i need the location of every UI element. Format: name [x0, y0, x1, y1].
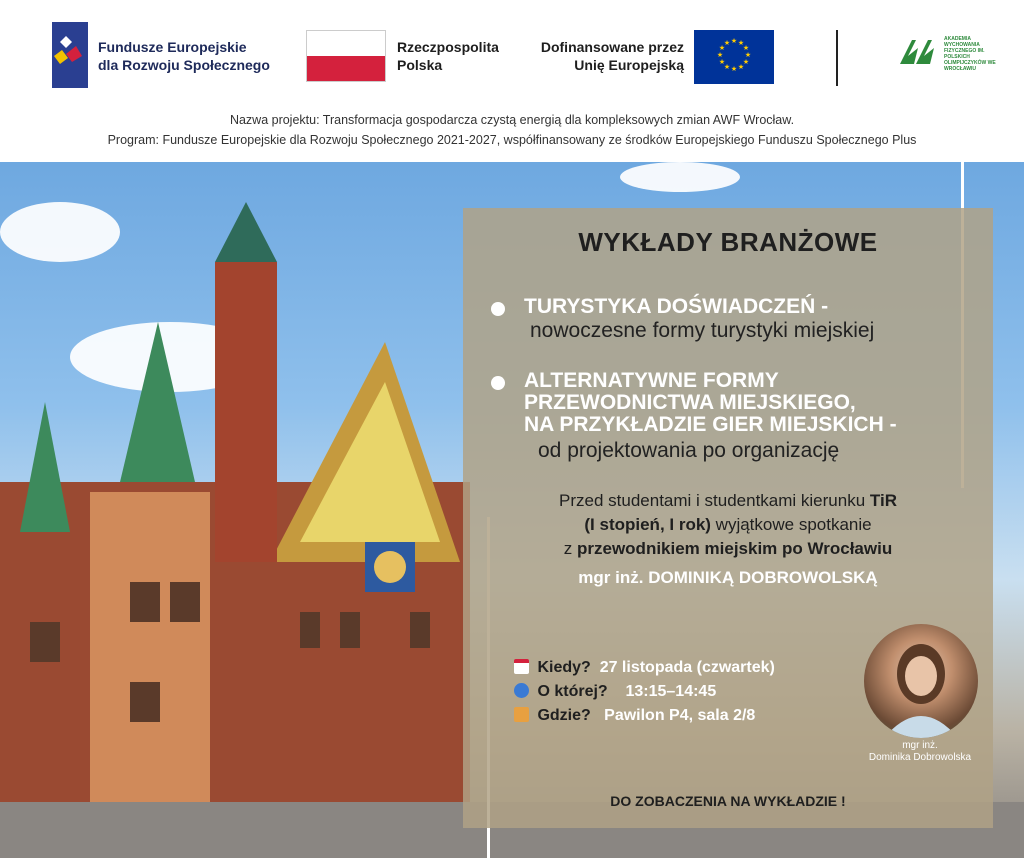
polish-flag	[306, 30, 386, 82]
description-text: Przed studentami i studentkami kierunku	[559, 491, 870, 510]
svg-text:★: ★	[723, 63, 731, 71]
dof-text	[534, 38, 684, 74]
description-bold: przewodnikiem miejskim po Wrocławiu	[577, 539, 893, 558]
fundusze-europejskie-logo	[52, 22, 88, 88]
rp-line1: Rzeczpospolita	[397, 39, 499, 55]
header	[0, 0, 1024, 162]
speaker-photo	[864, 624, 978, 738]
when-row	[514, 657, 775, 679]
awf-logo	[898, 34, 942, 72]
where-label: Gdzie?	[537, 707, 591, 724]
header-divider	[836, 30, 838, 86]
svg-text:★: ★	[737, 63, 745, 71]
rp-line2: Polska	[397, 57, 443, 73]
svg-text:★: ★	[742, 58, 750, 66]
description-text: wyjątkowe spotkanie	[710, 515, 872, 534]
svg-text:★: ★	[716, 51, 724, 59]
lecture-title: WYKŁADY BRANŻOWE	[578, 227, 878, 257]
eu-flag	[694, 30, 774, 84]
dof-line2: Unię Europejską	[574, 57, 684, 73]
footer-text: DO ZOBACZENIA NA WYKŁADZIE !	[610, 793, 846, 809]
svg-text:★: ★	[730, 65, 738, 73]
awf-logo-text: AKADEMIA WYCHOWANIA FIZYCZNEGO IM. POLSKICH OLIMPIJCZYKÓW WE WROCŁAWIU	[944, 36, 996, 72]
speaker-name: mgr inż. DOMINIKĄ DOBROWOLSKĄ	[578, 568, 878, 587]
bullet-icon	[491, 302, 505, 316]
topic2-line1: ALTERNATYWNE FORMY	[524, 369, 779, 392]
description-bold: (I stopień, I rok)	[584, 515, 711, 534]
time-row	[514, 681, 716, 703]
project-info	[0, 110, 1024, 150]
svg-text:★: ★	[730, 37, 738, 45]
project-line2: Program: Fundusze Europejskie dla Rozwoju Społecznego 2021-2027, współfinansowany ze środków Europejskiego Funduszu Społecznego Plus	[107, 133, 917, 147]
topic1-subtitle: nowoczesne formy turystyki miejskiej	[530, 319, 875, 342]
topic2-line3: NA PRZYKŁADZIE GIER MIEJSKICH -	[524, 413, 897, 436]
fe-line2: dla Rozwoju Społecznego	[98, 57, 270, 73]
fe-line1: Fundusze Europejskie	[98, 39, 247, 55]
description-text: z	[563, 539, 577, 558]
svg-text:★: ★	[737, 39, 745, 47]
when-label: Kiedy?	[537, 659, 591, 676]
dof-line1: Dofinansowane przez	[540, 39, 684, 55]
town-hall-building	[0, 162, 470, 858]
fe-text	[98, 38, 270, 74]
description-line1	[463, 490, 993, 512]
svg-text:★: ★	[742, 44, 750, 52]
project-line1: Nazwa projektu: Transformacja gospodarcza czystą energią dla kompleksowych zmian AWF Wrocław.	[229, 113, 795, 127]
svg-text:★: ★	[723, 39, 731, 47]
speaker-caption	[850, 740, 990, 764]
time-value: 13:15–14:45	[625, 683, 717, 700]
topic2-line2: PRZEWODNICTWA MIEJSKIEGO,	[524, 391, 856, 414]
calendar-icon	[514, 659, 529, 674]
caption-line1: mgr inż.	[902, 740, 938, 751]
cloud	[620, 162, 740, 192]
clock-icon	[514, 683, 529, 698]
bullet-icon	[491, 376, 505, 390]
building-icon	[514, 707, 529, 722]
svg-text:★: ★	[718, 44, 726, 52]
caption-line2: Dominika Dobrowolska	[868, 752, 972, 763]
when-value: 27 listopada (czwartek)	[599, 659, 775, 676]
topic2-title	[524, 370, 897, 436]
rp-text	[397, 38, 499, 74]
where-value: Pawilon P4, sala 2/8	[604, 707, 756, 724]
description-line3	[463, 538, 993, 560]
description-line2	[463, 514, 993, 536]
topic1-title: TURYSTYKA DOŚWIADCZEŃ -	[524, 295, 829, 318]
svg-text:★: ★	[718, 58, 726, 66]
description-bold: TiR	[869, 491, 897, 510]
topic2-subtitle: od projektowania po organizację	[538, 439, 840, 462]
svg-text:★: ★	[744, 51, 752, 59]
where-row	[514, 705, 755, 727]
time-label: O której?	[537, 683, 608, 700]
